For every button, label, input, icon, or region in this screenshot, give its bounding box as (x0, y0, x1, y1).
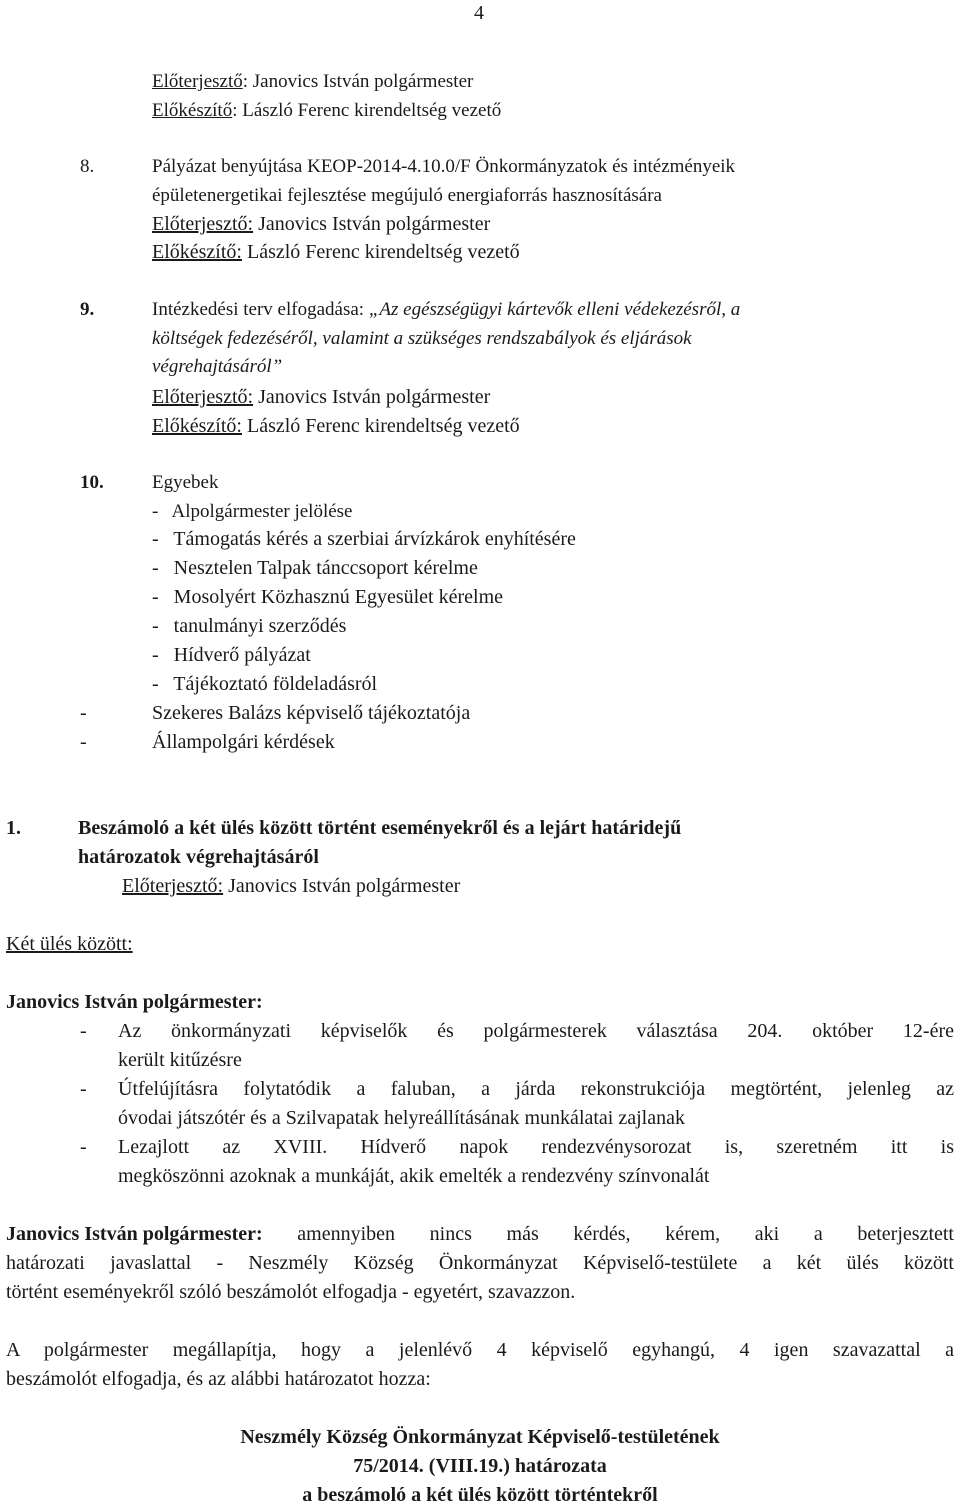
item10-subitem: - Alpolgármester jelölése (152, 501, 353, 522)
section1-title-line2: határozatok végrehajtásáról (78, 846, 319, 868)
item10-outer-dash: - (80, 731, 87, 753)
paragraph2-line2: beszámolót elfogadja, és az alábbi határozatot hozza: (6, 1368, 431, 1390)
item10-number: 10. (80, 472, 104, 493)
presenter-label: Előterjesztő (152, 71, 243, 92)
preparer-label: Előkészítő (152, 100, 233, 121)
presenter-text: Janovics István polgármester (253, 386, 491, 408)
item7-presenter-line (152, 72, 473, 91)
item8-preparer-line (152, 242, 520, 262)
item8-title-line2: épületenergetikai fejlesztése megújuló energiaforrás hasznosítására (152, 185, 662, 206)
section1-title-line1: Beszámoló a két ülés között történt eseményekről és a lejárt határidejű (78, 817, 682, 839)
item8-number: 8. (80, 156, 95, 177)
paragraph1-text: amennyiben nincs más kérdés, kérem, aki a beterjesztett (262, 1223, 954, 1245)
bullet-line: került kitűzésre (118, 1049, 242, 1071)
item7-preparer-line (152, 101, 501, 120)
item8-title-line1: Pályázat benyújtása KEOP-2014-4.10.0/F Önkormányzatok és intézményeik (152, 156, 736, 177)
item9-title-italic: „Az egészségügyi kártevők elleni védekezésről, a (368, 299, 741, 320)
resolution-title-line3: a beszámoló a két ülés között történtekről (302, 1484, 658, 1506)
item10-subitem: - Mosolyért Közhasznú Egyesület kérelme (152, 586, 504, 608)
bullet-dash: - (80, 1078, 87, 1100)
bullet-line: Útfelújításra folytatódik a faluban, a járda rekonstrukciója megtörtént, jelenleg az (118, 1078, 954, 1100)
item9-title-normal: Intézkedési terv elfogadása: (152, 299, 369, 320)
bullet-line: óvodai játszótér és a Szilvapatak helyreállításának munkálatai zajlanak (118, 1107, 685, 1129)
presenter-text: Janovics István polgármester (253, 213, 491, 235)
item10-outer-dash: - (80, 702, 87, 724)
bullet-dash: - (80, 1020, 87, 1042)
item10-title: Egyebek (152, 472, 219, 493)
preparer-text: : László Ferenc kirendeltség vezető (232, 100, 502, 121)
speaker-name: Janovics István polgármester: (6, 1223, 263, 1245)
item10-outer-item: Állampolgári kérdések (152, 731, 335, 753)
bullet-dash: - (80, 1136, 87, 1158)
bullet-line: Az önkormányzati képviselők és polgármesterek választása 204. október 12-ére (118, 1020, 954, 1042)
preparer-label: Előkészítő: (152, 241, 242, 263)
item10-subitem: - tanulmányi szerződés (152, 615, 347, 637)
section1-presenter-line (122, 876, 460, 896)
resolution-title-line2: 75/2014. (VIII.19.) határozata (353, 1455, 607, 1477)
presenter-label: Előterjesztő: (122, 875, 224, 897)
presenter-text: : Janovics István polgármester (242, 71, 474, 92)
item9-preparer-line (152, 416, 520, 436)
paragraph1-line2: határozati javaslattal - Neszmély Község Önkormányzat Képviselő-testülete a két ülés között (6, 1252, 954, 1274)
page-number: 4 (474, 2, 484, 24)
preparer-text: László Ferenc kirendeltség vezető (241, 241, 520, 263)
paragraph1-line3: történt eseményekről szóló beszámolót elfogadja - egyetért, szavazzon. (6, 1281, 576, 1303)
between-sessions-label: Két ülés között: (6, 933, 133, 955)
item10-outer-item: Szekeres Balázs képviselő tájékoztatója (152, 702, 471, 724)
preparer-text: László Ferenc kirendeltség vezető (241, 415, 520, 437)
item9-presenter-line (152, 387, 490, 407)
presenter-text: Janovics István polgármester (223, 875, 461, 897)
item10-subitem: - Tájékoztató földeladásról (152, 673, 378, 695)
speaker-heading: Janovics István polgármester: (6, 991, 263, 1013)
item9-title-line3: végrehajtásáról” (152, 356, 283, 377)
item10-subitem: - Hídverő pályázat (152, 644, 311, 666)
paragraph1-line1 (6, 1224, 954, 1244)
paragraph2-line1: A polgármester megállapítja, hogy a jelenlévő 4 képviselő egyhangú, 4 igen szavazattal a (6, 1339, 954, 1361)
presenter-label: Előterjesztő: (152, 386, 254, 408)
item10-subitem: - Nesztelen Talpak tánccsoport kérelme (152, 557, 478, 579)
section1-number: 1. (6, 817, 21, 839)
bullet-line: Lezajlott az XVIII. Hídverő napok rendezvénysorozat is, szeretném itt is (118, 1136, 954, 1158)
preparer-label: Előkészítő: (152, 415, 242, 437)
item9-number: 9. (80, 299, 95, 320)
resolution-title-line1: Neszmély Község Önkormányzat Képviselő-testületének (240, 1426, 720, 1448)
item9-title-line2: költségek fedezéséről, valamint a szükséges rendszabályok és eljárások (152, 328, 692, 349)
bullet-line: megköszönni azoknak a munkáját, akik emelték a rendezvény színvonalát (118, 1165, 710, 1187)
item9-title-line1 (152, 300, 740, 319)
item8-presenter-line (152, 214, 490, 234)
presenter-label: Előterjesztő: (152, 213, 254, 235)
item10-subitem: - Támogatás kérés a szerbiai árvízkárok enyhítésére (152, 528, 576, 550)
